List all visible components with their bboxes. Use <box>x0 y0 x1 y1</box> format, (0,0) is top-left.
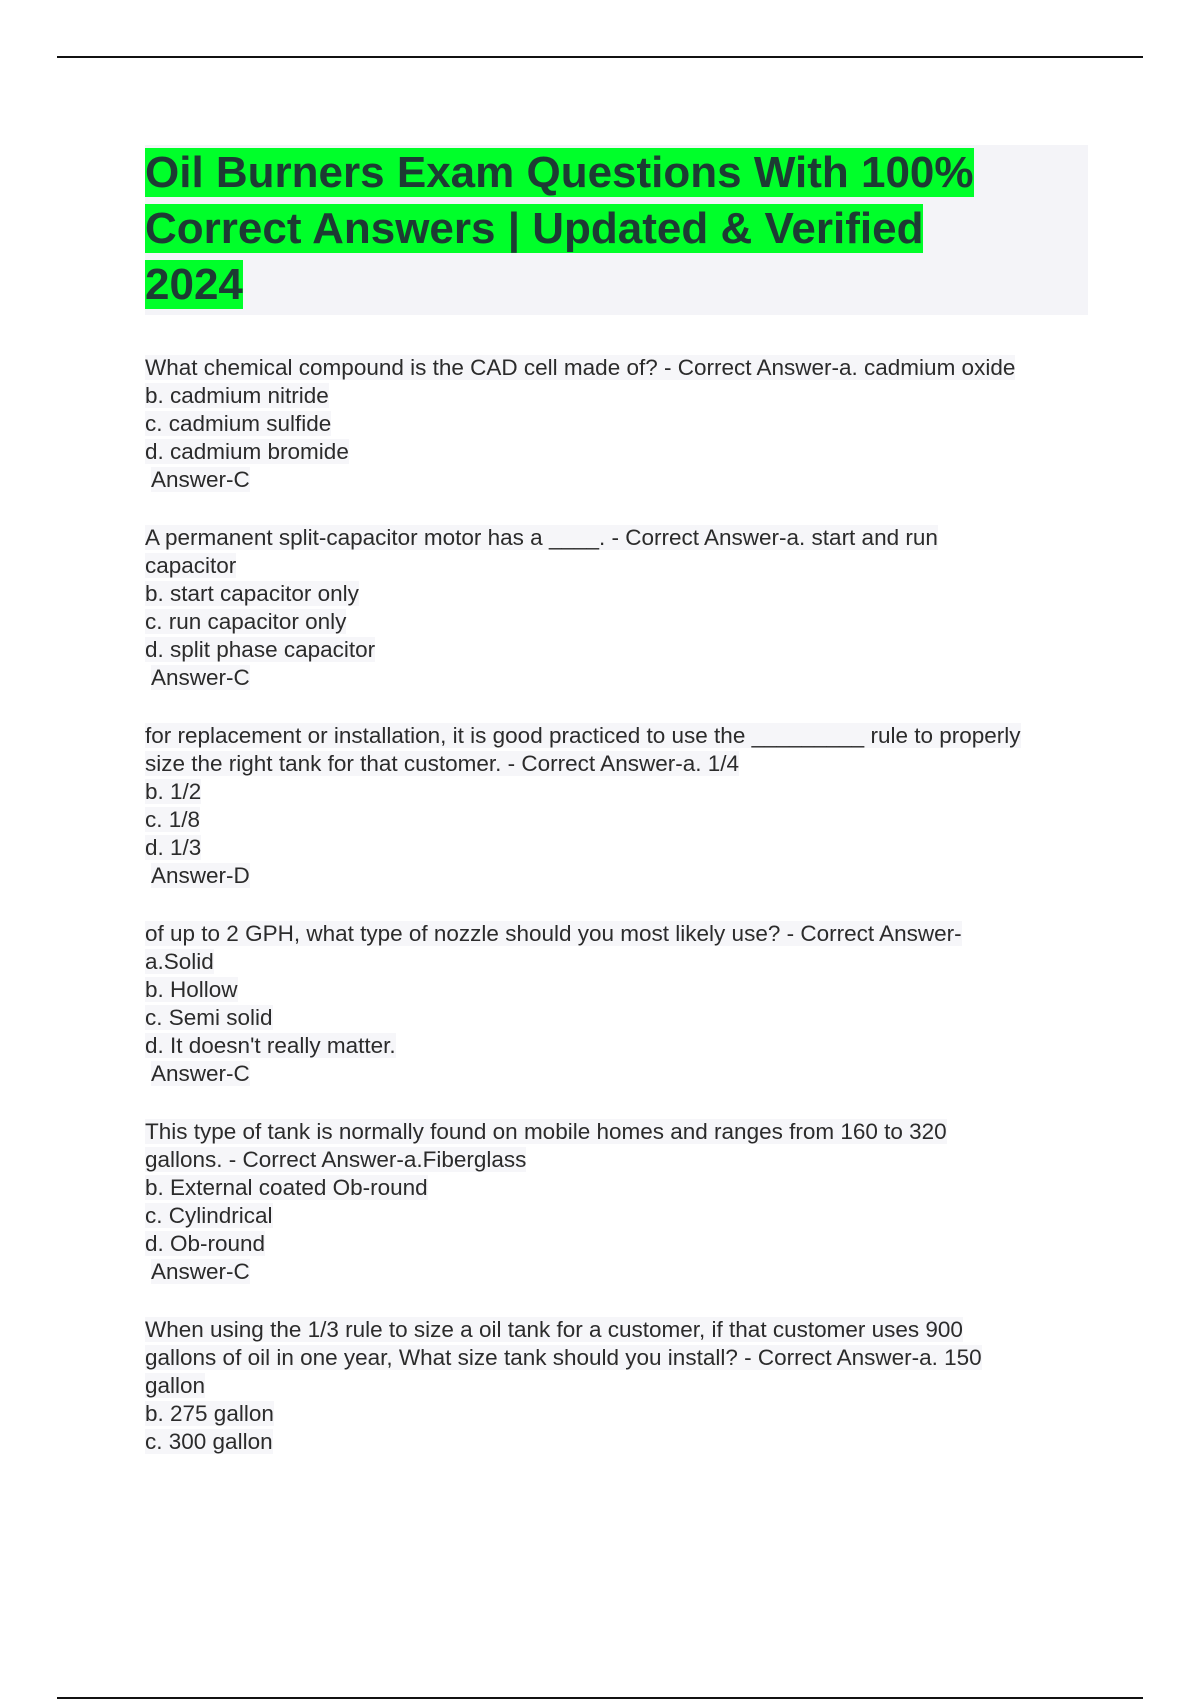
question-line <box>145 1400 1095 1428</box>
question-line-text: d. 1/3 <box>145 835 202 860</box>
top-rule <box>57 56 1143 58</box>
question-line-text: b. 275 gallon <box>145 1401 274 1426</box>
question-line-text: capacitor <box>145 553 237 578</box>
question-line-text: d. It doesn't really matter. <box>145 1033 396 1058</box>
question-line-text: b. 1/2 <box>145 779 202 804</box>
question-text <box>145 722 1095 750</box>
question-line <box>145 1230 1095 1258</box>
answer-line <box>145 862 1095 890</box>
question-line-text: d. split phase capacitor <box>145 637 376 662</box>
bottom-rule <box>57 1697 1143 1699</box>
question-line <box>145 1344 1095 1372</box>
question-line <box>145 580 1095 608</box>
answer-text: Answer-C <box>151 1259 250 1284</box>
question-text <box>145 1118 1095 1146</box>
question-line-text: d. cadmium bromide <box>145 439 349 464</box>
question-line-text: gallons of oil in one year, What size tank should you install? - Correct Answer-a. 150 <box>145 1345 982 1370</box>
answer-line <box>145 1258 1095 1286</box>
question-line <box>145 552 1095 580</box>
question-item <box>145 722 1095 890</box>
question-text <box>145 920 1095 948</box>
question-line <box>145 438 1095 466</box>
question-line <box>145 1146 1095 1174</box>
question-item <box>145 920 1095 1088</box>
question-list <box>145 354 1095 1486</box>
question-line-text: c. cadmium sulfide <box>145 411 332 436</box>
question-text <box>145 354 1095 382</box>
question-line <box>145 948 1095 976</box>
title-line: Correct Answers | Updated & Verified <box>145 204 924 253</box>
question-line-text: This type of tank is normally found on mobile homes and ranges from 160 to 320 <box>145 1119 947 1144</box>
question-line <box>145 834 1095 862</box>
question-line-text: c. Cylindrical <box>145 1203 273 1228</box>
document-title-block <box>145 145 1088 315</box>
question-text <box>145 1316 1095 1344</box>
answer-line <box>145 664 1095 692</box>
answer-text: Answer-D <box>151 863 250 888</box>
question-line-text: b. External coated Ob-round <box>145 1175 428 1200</box>
question-line-text: c. 300 gallon <box>145 1429 273 1454</box>
question-item <box>145 1118 1095 1286</box>
question-line <box>145 1004 1095 1032</box>
question-line-text: b. Hollow <box>145 977 238 1002</box>
question-line-text: size the right tank for that customer. - Correct Answer-a. 1/4 <box>145 751 739 776</box>
question-item <box>145 354 1095 494</box>
question-line-text: of up to 2 GPH, what type of nozzle should you most likely use? - Correct Answer- <box>145 921 962 946</box>
question-line <box>145 750 1095 778</box>
question-line-text: b. cadmium nitride <box>145 383 329 408</box>
answer-line <box>145 466 1095 494</box>
question-line <box>145 806 1095 834</box>
question-line <box>145 1428 1095 1456</box>
question-item <box>145 1316 1095 1456</box>
question-line-text: c. run capacitor only <box>145 609 347 634</box>
question-line <box>145 382 1095 410</box>
question-line-text: d. Ob-round <box>145 1231 266 1256</box>
question-line-text: b. start capacitor only <box>145 581 359 606</box>
title-line: 2024 <box>145 260 243 309</box>
question-item <box>145 524 1095 692</box>
question-line <box>145 976 1095 1004</box>
question-line <box>145 636 1095 664</box>
question-line <box>145 1202 1095 1230</box>
answer-text: Answer-C <box>151 665 250 690</box>
title-line: Oil Burners Exam Questions With 100% <box>145 148 974 197</box>
question-line-text: What chemical compound is the CAD cell made of? - Correct Answer-a. cadmium oxide <box>145 355 1016 380</box>
question-line <box>145 410 1095 438</box>
question-text <box>145 524 1095 552</box>
question-line <box>145 608 1095 636</box>
question-line-text: When using the 1/3 rule to size a oil tank for a customer, if that customer uses 900 <box>145 1317 963 1342</box>
answer-text: Answer-C <box>151 1061 250 1086</box>
question-line-text: gallons. - Correct Answer-a.Fiberglass <box>145 1147 527 1172</box>
question-line-text: for replacement or installation, it is good practiced to use the _________ rule to properly <box>145 723 1021 748</box>
answer-line <box>145 1060 1095 1088</box>
question-line-text: A permanent split-capacitor motor has a ____. - Correct Answer-a. start and run <box>145 525 938 550</box>
question-line-text: a.Solid <box>145 949 214 974</box>
document-title <box>145 145 1088 313</box>
question-line <box>145 1032 1095 1060</box>
answer-text: Answer-C <box>151 467 250 492</box>
question-line <box>145 1174 1095 1202</box>
question-line-text: c. 1/8 <box>145 807 201 832</box>
question-line <box>145 1372 1095 1400</box>
question-line-text: gallon <box>145 1373 206 1398</box>
question-line-text: c. Semi solid <box>145 1005 273 1030</box>
question-line <box>145 778 1095 806</box>
